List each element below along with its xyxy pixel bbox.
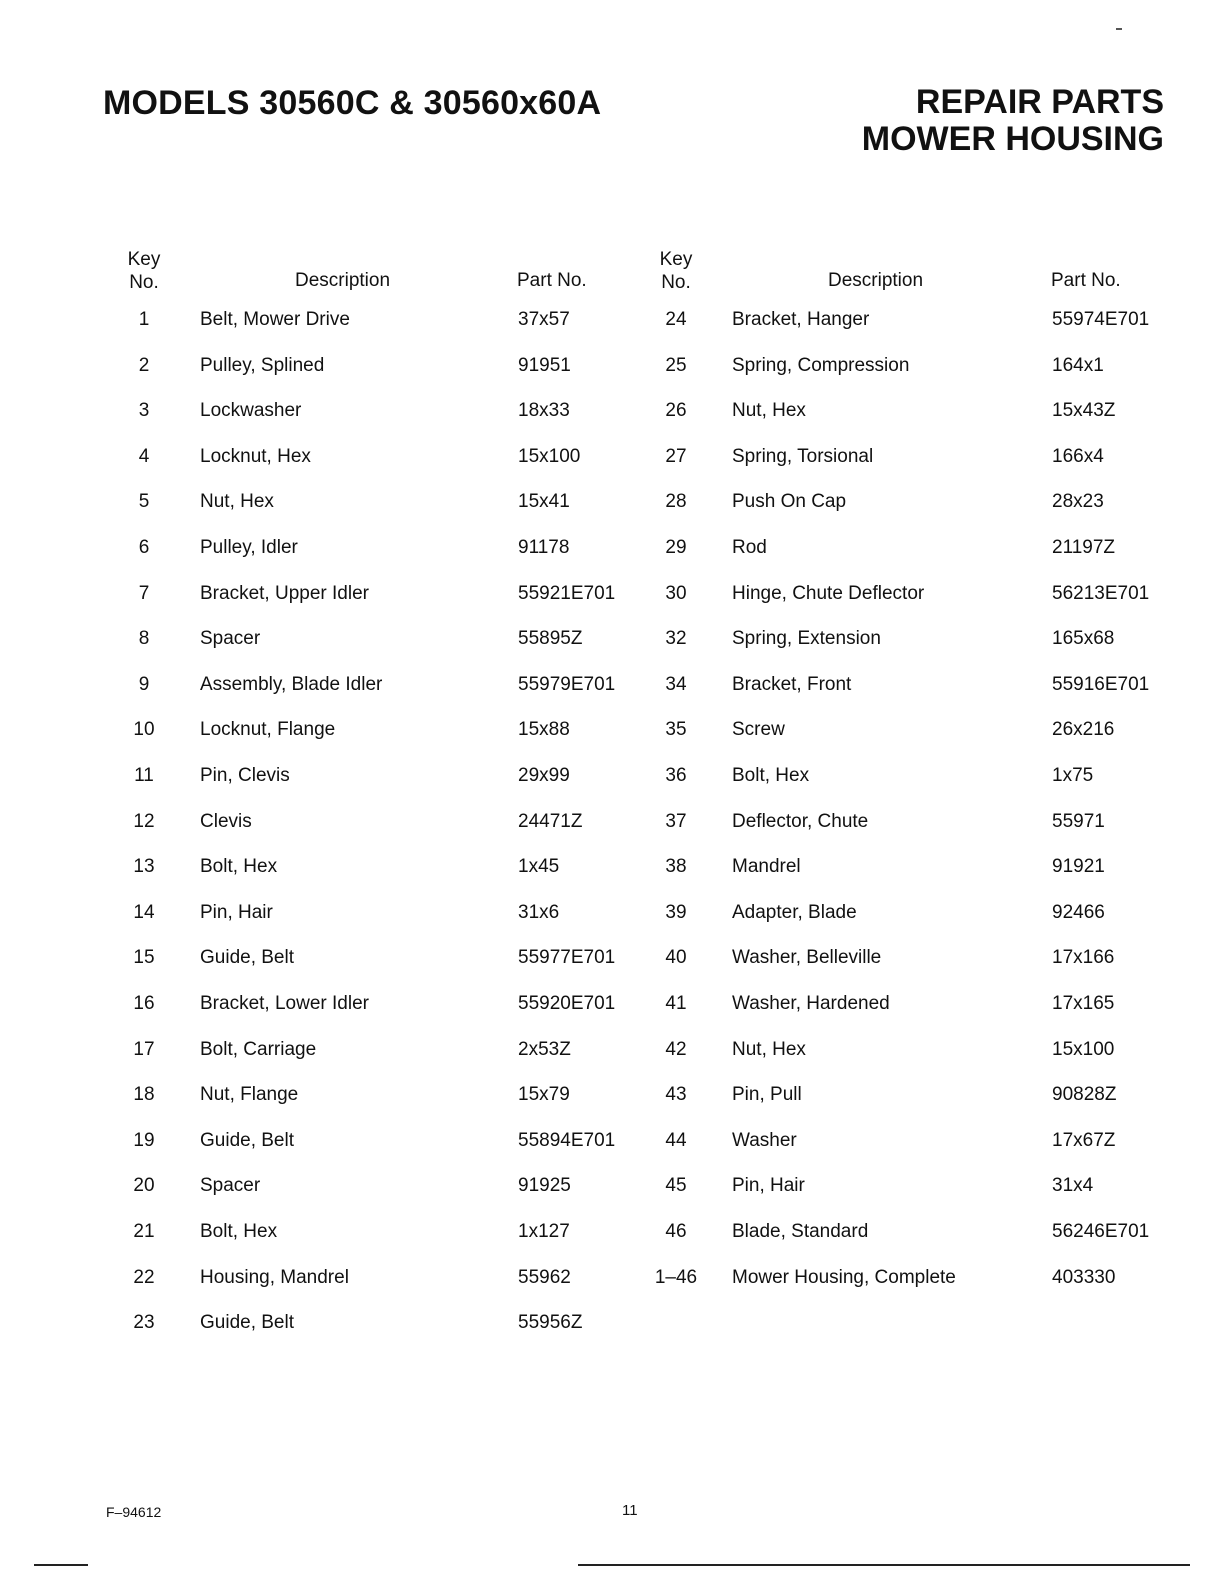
key-number: 37 [665, 811, 687, 832]
part-description: Nut, Hex [732, 1039, 806, 1060]
header-part-no-left: Part No. [517, 270, 587, 291]
part-number: 403330 [1052, 1267, 1116, 1288]
key-number: 28 [665, 491, 687, 512]
part-description: Spring, Compression [732, 355, 910, 376]
part-description: Pulley, Idler [200, 537, 298, 558]
key-number: 23 [133, 1312, 155, 1333]
part-description: Spacer [200, 628, 261, 649]
part-description: Assembly, Blade Idler [200, 674, 383, 695]
key-number: 45 [665, 1175, 687, 1196]
part-description: Bolt, Carriage [200, 1039, 317, 1060]
page-number: 11 [622, 1502, 638, 1519]
form-number: F–94612 [106, 1504, 162, 1520]
key-number: 29 [665, 537, 687, 558]
key-number: 2 [138, 355, 150, 376]
part-description: Hinge, Chute Deflector [732, 583, 925, 604]
part-number: 2x53Z [518, 1039, 571, 1060]
part-number: 31x4 [1052, 1175, 1094, 1196]
key-number: 39 [665, 902, 687, 923]
model-title: MODELS 30560C & 30560x60A [103, 84, 602, 122]
key-number: 1 [138, 309, 150, 330]
part-description: Spring, Torsional [732, 446, 874, 467]
part-description: Pin, Hair [732, 1175, 805, 1196]
key-number: 25 [665, 355, 687, 376]
part-description: Washer, Belleville [732, 947, 882, 968]
part-number: 55920E701 [518, 993, 616, 1014]
header-key-right [646, 248, 706, 294]
key-number: 6 [138, 537, 150, 558]
key-number: 3 [138, 400, 150, 421]
part-number: 55895Z [518, 628, 583, 649]
part-description: Washer [732, 1130, 797, 1151]
part-description: Guide, Belt [200, 947, 294, 968]
key-number: 32 [665, 628, 687, 649]
header-description-left: Description [295, 270, 391, 291]
footer-rule-left [34, 1564, 88, 1566]
part-description: Pin, Pull [732, 1084, 802, 1105]
part-number: 55956Z [518, 1312, 583, 1333]
part-number: 17x165 [1052, 993, 1115, 1014]
part-number: 56246E701 [1052, 1221, 1150, 1242]
key-number: 40 [665, 947, 687, 968]
key-number: 43 [665, 1084, 687, 1105]
part-description: Bolt, Hex [732, 765, 810, 786]
key-number: 46 [665, 1221, 687, 1242]
part-description: Bolt, Hex [200, 1221, 278, 1242]
part-description: Bracket, Hanger [732, 309, 870, 330]
part-description: Lockwasher [200, 400, 302, 421]
part-description: Washer, Hardened [732, 993, 890, 1014]
key-number: 1–46 [654, 1267, 698, 1288]
part-description: Locknut, Flange [200, 719, 336, 740]
part-number: 1x45 [518, 856, 560, 877]
part-description: Nut, Flange [200, 1084, 299, 1105]
key-number: 36 [665, 765, 687, 786]
header-part-no-right: Part No. [1051, 270, 1121, 291]
key-number: 13 [133, 856, 155, 877]
part-number: 55894E701 [518, 1130, 616, 1151]
header-description-right: Description [828, 270, 924, 291]
key-number: 7 [138, 583, 150, 604]
key-number: 14 [133, 902, 155, 923]
key-number: 4 [138, 446, 150, 467]
part-number: 17x67Z [1052, 1130, 1116, 1151]
key-number: 42 [665, 1039, 687, 1060]
key-number: 22 [133, 1267, 155, 1288]
part-number: 56213E701 [1052, 583, 1150, 604]
part-description: Nut, Hex [732, 400, 806, 421]
key-number: 34 [665, 674, 687, 695]
key-number: 44 [665, 1130, 687, 1151]
part-description: Screw [732, 719, 785, 740]
key-number: 11 [134, 765, 154, 786]
part-number: 55971 [1052, 811, 1105, 832]
key-number: 5 [138, 491, 150, 512]
key-number: 18 [133, 1084, 155, 1105]
part-description: Pin, Hair [200, 902, 273, 923]
header-key-line2: No. [129, 272, 159, 293]
part-description: Blade, Standard [732, 1221, 869, 1242]
part-description: Bolt, Hex [200, 856, 278, 877]
part-description: Guide, Belt [200, 1130, 294, 1151]
key-number: 20 [133, 1175, 155, 1196]
section-title-line1: REPAIR PARTS [915, 83, 1164, 121]
part-description: Clevis [200, 811, 252, 832]
part-number: 91921 [1052, 856, 1105, 877]
part-number: 55974E701 [1052, 309, 1150, 330]
part-description: Adapter, Blade [732, 902, 857, 923]
part-number: 15x41 [518, 491, 570, 512]
key-number: 12 [133, 811, 155, 832]
key-number: 15 [133, 947, 155, 968]
part-description: Nut, Hex [200, 491, 274, 512]
part-description: Belt, Mower Drive [200, 309, 350, 330]
part-number: 165x68 [1052, 628, 1115, 649]
key-number: 35 [665, 719, 687, 740]
key-number: 21 [133, 1221, 155, 1242]
part-description: Spring, Extension [732, 628, 881, 649]
part-number: 166x4 [1052, 446, 1104, 467]
part-description: Mower Housing, Complete [732, 1267, 956, 1288]
key-number: 24 [665, 309, 687, 330]
part-number: 164x1 [1052, 355, 1104, 376]
part-number: 55916E701 [1052, 674, 1150, 695]
part-number: 26x216 [1052, 719, 1115, 740]
part-number: 15x79 [518, 1084, 570, 1105]
key-number: 19 [133, 1130, 155, 1151]
part-number: 91178 [518, 537, 570, 558]
key-number: 17 [133, 1039, 155, 1060]
part-number: 37x57 [518, 309, 570, 330]
part-number: 91925 [518, 1175, 571, 1196]
part-number: 15x88 [518, 719, 570, 740]
part-description: Spacer [200, 1175, 261, 1196]
part-number: 1x127 [518, 1221, 570, 1242]
key-number: 41 [665, 993, 687, 1014]
part-description: Guide, Belt [200, 1312, 294, 1333]
part-number: 21197Z [1052, 537, 1116, 558]
part-description: Bracket, Upper Idler [200, 583, 369, 604]
part-description: Locknut, Hex [200, 446, 311, 467]
key-number: 9 [138, 674, 150, 695]
part-description: Pin, Clevis [200, 765, 290, 786]
footer-rule-right [578, 1564, 1190, 1566]
part-description: Deflector, Chute [732, 811, 869, 832]
part-description: Push On Cap [732, 491, 847, 512]
part-number: 28x23 [1052, 491, 1104, 512]
page-footer [0, 1490, 1224, 1580]
part-description: Rod [732, 537, 767, 558]
part-number: 1x75 [1052, 765, 1094, 786]
part-description: Bracket, Lower Idler [200, 993, 369, 1014]
part-number: 55977E701 [518, 947, 616, 968]
part-number: 31x6 [518, 902, 560, 923]
header-key-left [114, 248, 174, 294]
part-number: 92466 [1052, 902, 1105, 923]
part-description: Mandrel [732, 856, 801, 877]
part-description: Bracket, Front [732, 674, 852, 695]
header-key-line1: Key [127, 249, 161, 270]
part-number: 91951 [518, 355, 571, 376]
part-number: 17x166 [1052, 947, 1115, 968]
part-description: Housing, Mandrel [200, 1267, 349, 1288]
part-number: 15x100 [518, 446, 581, 467]
part-number: 55921E701 [518, 583, 616, 604]
part-number: 90828Z [1052, 1084, 1117, 1105]
part-number: 15x43Z [1052, 400, 1116, 421]
key-number: 16 [133, 993, 155, 1014]
part-description: Pulley, Splined [200, 355, 325, 376]
header-key-line1: Key [659, 249, 693, 270]
key-number: 8 [138, 628, 150, 649]
part-number: 55979E701 [518, 674, 616, 695]
key-number: 10 [133, 719, 155, 740]
part-number: 55962 [518, 1267, 571, 1288]
header-key-line2: No. [661, 272, 691, 293]
key-number: 27 [665, 446, 687, 467]
part-number: 15x100 [1052, 1039, 1115, 1060]
part-number: 18x33 [518, 400, 570, 421]
key-number: 30 [665, 583, 687, 604]
part-number: 24471Z [518, 811, 583, 832]
key-number: 38 [665, 856, 687, 877]
section-title-line2: MOWER HOUSING [861, 120, 1164, 158]
part-number: 29x99 [518, 765, 570, 786]
key-number: 26 [665, 400, 687, 421]
